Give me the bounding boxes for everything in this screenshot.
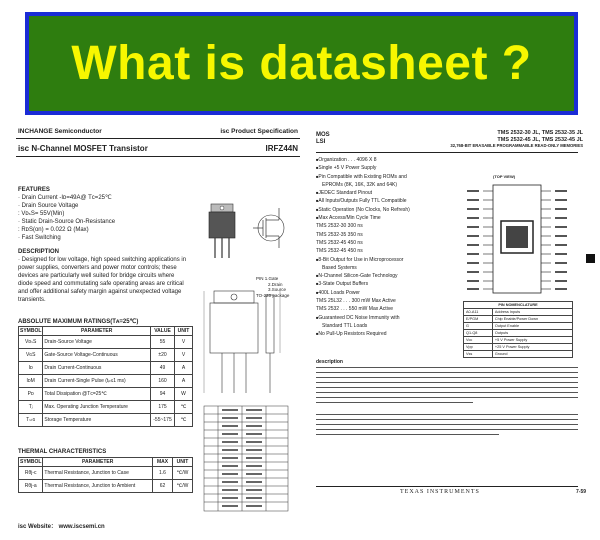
pin-legend-line: 2.Drain: [268, 281, 283, 287]
bullet-item: ■ Guaranteed DC Noise Immunity with: [316, 314, 446, 322]
bullet-item: TMS 2532-35 350 ns: [316, 231, 363, 238]
cell: ±20: [151, 349, 175, 362]
cell: 55: [151, 336, 175, 349]
feature-line: : RᴅS(on) = 0.022 Ω (Max): [18, 227, 89, 233]
cell: IᴅM: [19, 375, 43, 388]
mechanical-drawing: [196, 281, 296, 516]
description-section: [18, 248, 193, 304]
cell: 49: [151, 362, 175, 375]
text-line: [316, 372, 578, 373]
description-line: power supplies, converters and power motor controls; these: [18, 265, 177, 271]
text-line: [316, 402, 473, 403]
feature-line: · Drain Source Voltage: [18, 203, 79, 209]
bullet-item: TMS 2532-45 450 ns: [316, 239, 363, 246]
cell: 175: [151, 401, 175, 414]
heading-line: TMS 2532-45 JL, TMS 2532-45 JL: [497, 136, 583, 143]
cell: 94: [151, 388, 175, 401]
bullet-item: ■ 3-State Output Buffers: [316, 280, 446, 288]
cell: +25 V Power Supply: [492, 344, 572, 351]
col-header: SYMBOL: [20, 459, 42, 465]
cell: Max. Operating Junction Temperature: [43, 401, 151, 414]
cell: Vpp: [464, 344, 493, 351]
bullet-item: ■ Pin Compatible with Existing ROMs and: [316, 173, 446, 181]
bullet-item: ■ JEDEC Standard Pinout: [316, 189, 446, 197]
cell: A: [175, 362, 193, 375]
cell: Storage Temperature: [43, 414, 151, 427]
table-header-row: [19, 458, 193, 467]
table-row: [19, 467, 193, 480]
feature-line: · Static Drain-Source On-Resistance: [18, 219, 116, 225]
table-row: [19, 362, 193, 375]
package-symbol-drawing: [191, 198, 296, 278]
cell: Tₛₜɢ: [19, 414, 43, 427]
feature-line: · Fast Switching: [18, 235, 61, 241]
cell: -55~175: [151, 414, 175, 427]
bullet-item: ■ N-Channel Silicon-Gate Technology: [316, 272, 446, 280]
bullet-item: ■ All Inputs/Outputs Fully TTL Compatible: [316, 197, 446, 205]
col-header: UNIT: [175, 327, 193, 336]
col-header: PARAMETER: [43, 458, 153, 467]
bullet-item: ■ 8-Bit Output for Use in Microprocessor: [316, 256, 446, 264]
left-datasheet: [16, 126, 300, 534]
product-row: [16, 139, 300, 157]
table-header-row: [19, 327, 193, 336]
text-line: [316, 382, 578, 383]
page-edge-marker: [586, 254, 595, 263]
table-row: [19, 388, 193, 401]
col-header: VALUE: [151, 327, 175, 336]
cell: VɢS: [19, 349, 43, 362]
cell: A: [175, 375, 193, 388]
bullet-item: Based Systems: [322, 264, 357, 271]
description-line: diode speed and commutating safe operating areas are critical: [18, 281, 184, 287]
thermal-title: THERMAL CHARACTERISTICS: [18, 449, 107, 455]
description-line: and offer additional safety margin against unexpected voltage: [18, 289, 182, 295]
table-row: [464, 337, 573, 344]
spec-label: isc Product Specification: [220, 128, 298, 135]
chip-pinout-diagram: [453, 181, 581, 296]
col-header: UNIT: [173, 458, 193, 467]
abs-ratings-table: [18, 326, 193, 427]
company-footer: TEXAS INSTRUMENTS: [400, 489, 480, 495]
cell: V: [175, 336, 193, 349]
cell: W: [175, 388, 193, 401]
feature-line: : VᴅₛS= 55V(Min): [18, 211, 65, 217]
bullet-item: Standard TTL Loads: [322, 322, 368, 329]
table-title: PIN NOMENCLATURE: [464, 302, 573, 309]
bullet-item: ■ Single +5 V Power Supply: [316, 164, 446, 172]
table-header-row: [464, 302, 573, 309]
cell: 62: [153, 480, 173, 493]
datasheet-header-row: [16, 126, 300, 139]
cell: Gate-Source Voltage-Continuous: [43, 349, 151, 362]
cell: Ground: [492, 351, 572, 358]
description-line: devices are particularly well suited for bridge circuits where: [18, 273, 175, 279]
text-line: [316, 424, 578, 425]
feature-line: · Drain Current -Iᴅ=49A@ Tᴄ=25℃: [18, 195, 112, 201]
cell: Pᴅ: [19, 388, 43, 401]
pin-legend-line: PIN 1.Gate: [256, 276, 279, 281]
description-title: DESCRIPTION: [18, 249, 60, 255]
cell: ℃: [175, 414, 193, 427]
page-number: 7-59: [576, 489, 587, 495]
pin-legend-line: 3.Source: [268, 287, 287, 292]
cell: Chip Enable/Power Down: [492, 316, 572, 323]
cell: V: [175, 349, 193, 362]
cell: Drain Current-Continuous: [43, 362, 151, 375]
heading-line: TMS 2532-30 JL, TMS 2532-35 JL: [497, 130, 583, 136]
brand-mark: [316, 132, 330, 146]
cell: E/PGM: [464, 316, 493, 323]
cell: Output Enable: [492, 323, 572, 330]
table-row: [464, 316, 573, 323]
bullet-item: ■ No Pull-Up Resistors Required: [316, 330, 446, 338]
table-row: [464, 323, 573, 330]
text-line: [316, 387, 578, 388]
description-line: · Designed for low voltage, high speed switching applications in: [18, 257, 187, 263]
cell: Total Dissipation @Tᴄ=25℃: [43, 388, 151, 401]
cell: 1.6: [153, 467, 173, 480]
cell: Rθj-c: [19, 467, 43, 480]
cell: Tⱼ: [19, 401, 43, 414]
pin-legend-line: TO-220 package: [256, 292, 290, 298]
text-line: [316, 429, 578, 430]
bullet-item: ■ Static Operation (No Clocks, No Refresh): [316, 206, 446, 214]
cell: 160: [151, 375, 175, 388]
text-line: [316, 397, 578, 398]
cell: Thermal Resistance, Junction to Ambient: [43, 480, 153, 493]
text-line: [316, 434, 499, 435]
cell: Address Inputs: [492, 309, 572, 316]
footer-divider: [316, 486, 578, 487]
website-footer: isc Website： www.iscsemi.cn: [18, 524, 105, 530]
bullet-item: ■ Organization . . . 4096 X 8: [316, 156, 446, 164]
bullet-item: ■ 400L Loads Power: [316, 289, 446, 297]
table-row: [19, 375, 193, 388]
cell: Thermal Resistance, Junction to Case: [43, 467, 153, 480]
bullet-item: TMS 25L32 . . . 300 mW Max Active: [316, 298, 396, 305]
text-line: [316, 414, 578, 415]
cell: Outputs: [492, 330, 572, 337]
brand-line: MOS: [316, 132, 330, 138]
heading-line: 32,768-BIT ERASABLE PROGRAMMABLE READ-ONLY MEMORIES: [450, 143, 583, 148]
bullet-item: ■ Max Access/Min Cycle Time: [316, 214, 446, 222]
part-number: IRFZ44N: [265, 144, 298, 153]
header-divider: [316, 152, 578, 153]
bullet-item: TMS 2532-30 300 ns: [316, 223, 363, 230]
cell: ℃/W: [173, 467, 193, 480]
table-row: [19, 349, 193, 362]
table-row: [464, 344, 573, 351]
cell: A0-A11: [464, 309, 493, 316]
cell: Iᴅ: [19, 362, 43, 375]
table-row: [19, 414, 193, 427]
cell: Vss: [464, 351, 493, 358]
pin-nomenclature-table: [463, 301, 573, 358]
col-header: MAX: [153, 458, 173, 467]
cell: Rθj-a: [19, 480, 43, 493]
datasheet-heading: [448, 130, 583, 150]
bullet-item: EPROMs (8K, 16K, 32K and 64K): [322, 181, 398, 188]
cell: ℃/W: [173, 480, 193, 493]
cell: Drain-Source Voltage: [43, 336, 151, 349]
cell: ℃: [175, 401, 193, 414]
brand-line: LSI: [316, 139, 326, 145]
company-name: INCHANGE Semiconductor: [18, 128, 102, 135]
description-paragraph-1: [316, 367, 578, 407]
banner-title: What is datasheet ?: [71, 37, 532, 90]
text-line: [316, 419, 578, 420]
bullet-item: TMS 2532-45 450 ns: [316, 248, 363, 255]
right-datasheet: [308, 126, 598, 534]
chip-caption: (TOP VIEW): [493, 174, 516, 179]
cell: +5 V Power Supply: [492, 337, 572, 344]
title-banner: [25, 12, 578, 115]
cell: Q1-Q8: [464, 330, 493, 337]
thermal-table: [18, 457, 193, 493]
table-row: [464, 309, 573, 316]
description-line: transients.: [18, 297, 46, 303]
text-line: [316, 377, 578, 378]
description-heading: description: [316, 359, 343, 365]
description-paragraph-2: [316, 414, 578, 439]
features-title: FEATURES: [18, 187, 50, 193]
table-row: [19, 401, 193, 414]
cell: G: [464, 323, 493, 330]
col-header: SYMBOL: [20, 328, 42, 334]
cell: Drain Current-Single Pulse (tₚ≤1 ms): [43, 375, 151, 388]
col-header: PARAMETER: [43, 327, 151, 336]
text-line: [316, 367, 578, 368]
features-section: [18, 186, 168, 242]
feature-bullets: [316, 156, 446, 339]
cell: VᴅₛS: [19, 336, 43, 349]
text-line: [316, 392, 578, 393]
cell: Vcc: [464, 337, 493, 344]
table-row: [464, 351, 573, 358]
product-name: isc N-Channel MOSFET Transistor: [18, 144, 148, 153]
table-row: [464, 330, 573, 337]
table-row: [19, 480, 193, 493]
abs-ratings-title: ABSOLUTE MAXIMUM RATINGS(Tᴀ=25℃): [18, 319, 139, 325]
table-row: [19, 336, 193, 349]
bullet-item: TMS 2532 . . . 550 mW Max Active: [316, 306, 393, 313]
